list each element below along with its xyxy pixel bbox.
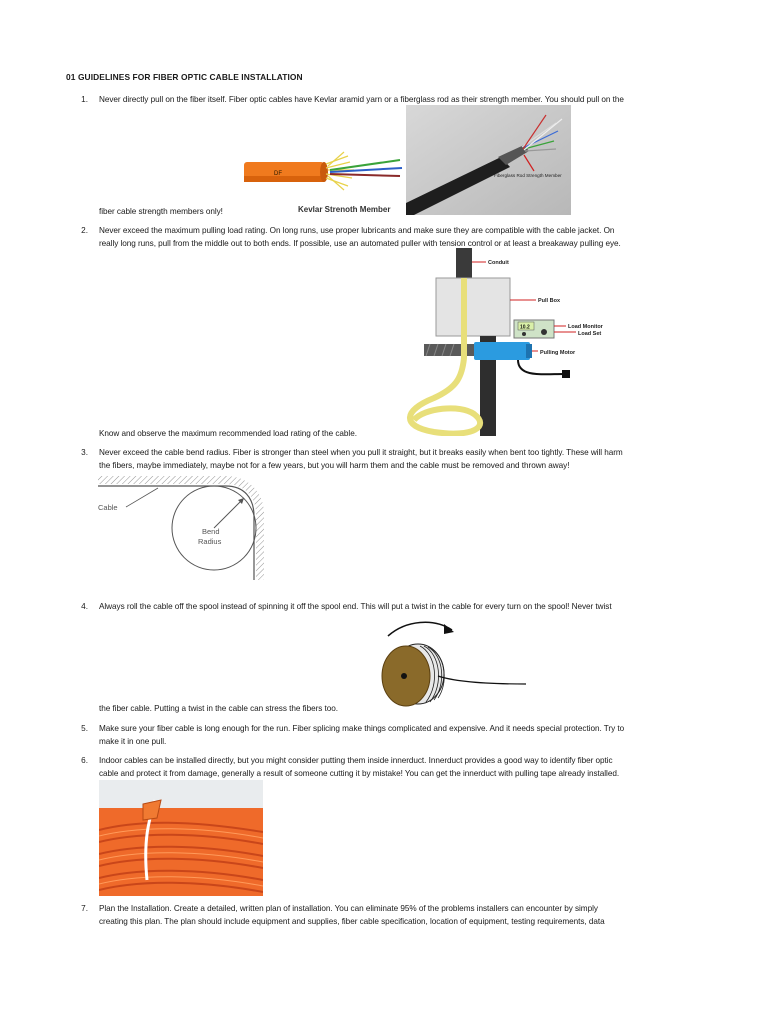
pulling-motor-label: Pulling Motor xyxy=(540,350,576,356)
item-4-number: 4. xyxy=(81,602,88,611)
wall-hatch xyxy=(98,476,264,580)
item-3-line-1: Never exceed the cable bend radius. Fiber is stronger than steel when you pull it straight, but it breaks easily when bent too tightly. These will harm xyxy=(99,448,623,457)
item-7-number: 7. xyxy=(81,904,88,913)
item-1-number: 1. xyxy=(81,95,88,104)
load-readout-value: 10.2 xyxy=(520,324,530,331)
conduit-label: Conduit xyxy=(488,260,509,266)
load-set-knob xyxy=(541,329,547,335)
item-1-line-1: Never directly pull on the fiber itself. Fiber optic cables have Kevlar aramid yarn or a fiberglass rod as their strength member. You should pull on the xyxy=(99,95,624,104)
cable-label: Cable xyxy=(98,503,118,512)
item-4-line-1: Always roll the cable off the spool instead of spinning it off the spool end. This will put a twist in the cable for every turn on the spool! Never twist xyxy=(99,602,612,611)
pull-box xyxy=(436,278,510,336)
bend-radius-diagram xyxy=(98,474,266,598)
power-plug xyxy=(562,370,570,378)
item-5-number: 5. xyxy=(81,724,88,733)
page-title: 01 GUIDELINES FOR FIBER OPTIC CABLE INSTALLATION xyxy=(66,72,303,82)
spool-image xyxy=(376,614,532,710)
fiberglass-label: Fiberglass Rod Strength Member xyxy=(494,173,562,178)
conduit-top xyxy=(456,248,472,278)
pulling-motor xyxy=(474,342,530,360)
item-7-line-2: creating this plan. The plan should include equipment and supplies, fiber cable specification, location of equipment, testing requirements, data xyxy=(99,917,605,926)
radius-line xyxy=(214,498,244,528)
cable-puller-diagram xyxy=(394,248,608,436)
pull-box-label: Pull Box xyxy=(538,298,561,304)
kevlar-cable-image xyxy=(240,148,408,218)
cable-path xyxy=(98,486,254,580)
df-tag: DF xyxy=(274,171,282,177)
spool-hub xyxy=(401,673,407,679)
motor-cap xyxy=(526,344,532,358)
item-2-number: 2. xyxy=(81,226,88,235)
item-4-tail: the fiber cable. Putting a twist in the cable can stress the fibers too. xyxy=(99,704,338,713)
fiberglass-rod-image xyxy=(406,105,571,215)
item-2-line-2: really long runs, pull from the middle out to both ends. If possible, use an automated puller with tension control or at least a breakaway pulling eye. xyxy=(99,239,621,248)
bend-label: Bend xyxy=(202,527,220,536)
kevlar-caption: Kevlar Strenoth Member xyxy=(298,205,391,214)
item-1-tail: fiber cable strength members only! xyxy=(99,207,223,216)
item-5-line-2: make it in one pull. xyxy=(99,737,167,746)
item-2-line-1: Never exceed the maximum pulling load rating. On long runs, use proper lubricants and make sure they are compatible with the cable jacket. On xyxy=(99,226,615,235)
item-6-line-2: cable and protect it from damage, generally a result of someone cutting it by mistake! You can get the innerduct with pulling tape already installed. xyxy=(99,769,620,778)
load-monitor-label: Load Monitor xyxy=(568,324,603,330)
load-set-label: Load Set xyxy=(578,331,602,337)
load-set-knob-2 xyxy=(522,332,526,336)
item-3-line-2: the fibers, maybe immediately, maybe not for a few years, but you will harm them and the cable must be removed and thrown away! xyxy=(99,461,570,470)
cable-pointer xyxy=(126,488,158,507)
item-7-line-1: Plan the Installation. Create a detailed, written plan of installation. You can eliminate 95% of the problems installers can encounter by simply xyxy=(99,904,598,913)
item-5-line-1: Make sure your fiber cable is long enough for the run. Fiber splicing make things complicated and expensive. And it needs special protection. Try to xyxy=(99,724,625,733)
innerduct-top-bg xyxy=(99,780,263,808)
item-3-number: 3. xyxy=(81,448,88,457)
item-6-number: 6. xyxy=(81,756,88,765)
jacket-end xyxy=(320,162,328,182)
innerduct-image xyxy=(99,780,263,896)
item-2-tail: Know and observe the maximum recommended load rating of the cable. xyxy=(99,429,357,438)
radius-label: Radius xyxy=(198,537,222,546)
orange-jacket-shade xyxy=(244,176,324,182)
item-6-line-1: Indoor cables can be installed directly, but you might consider putting them inside innerduct. Innerduct provides a good way to identify fiber optic xyxy=(99,756,613,765)
